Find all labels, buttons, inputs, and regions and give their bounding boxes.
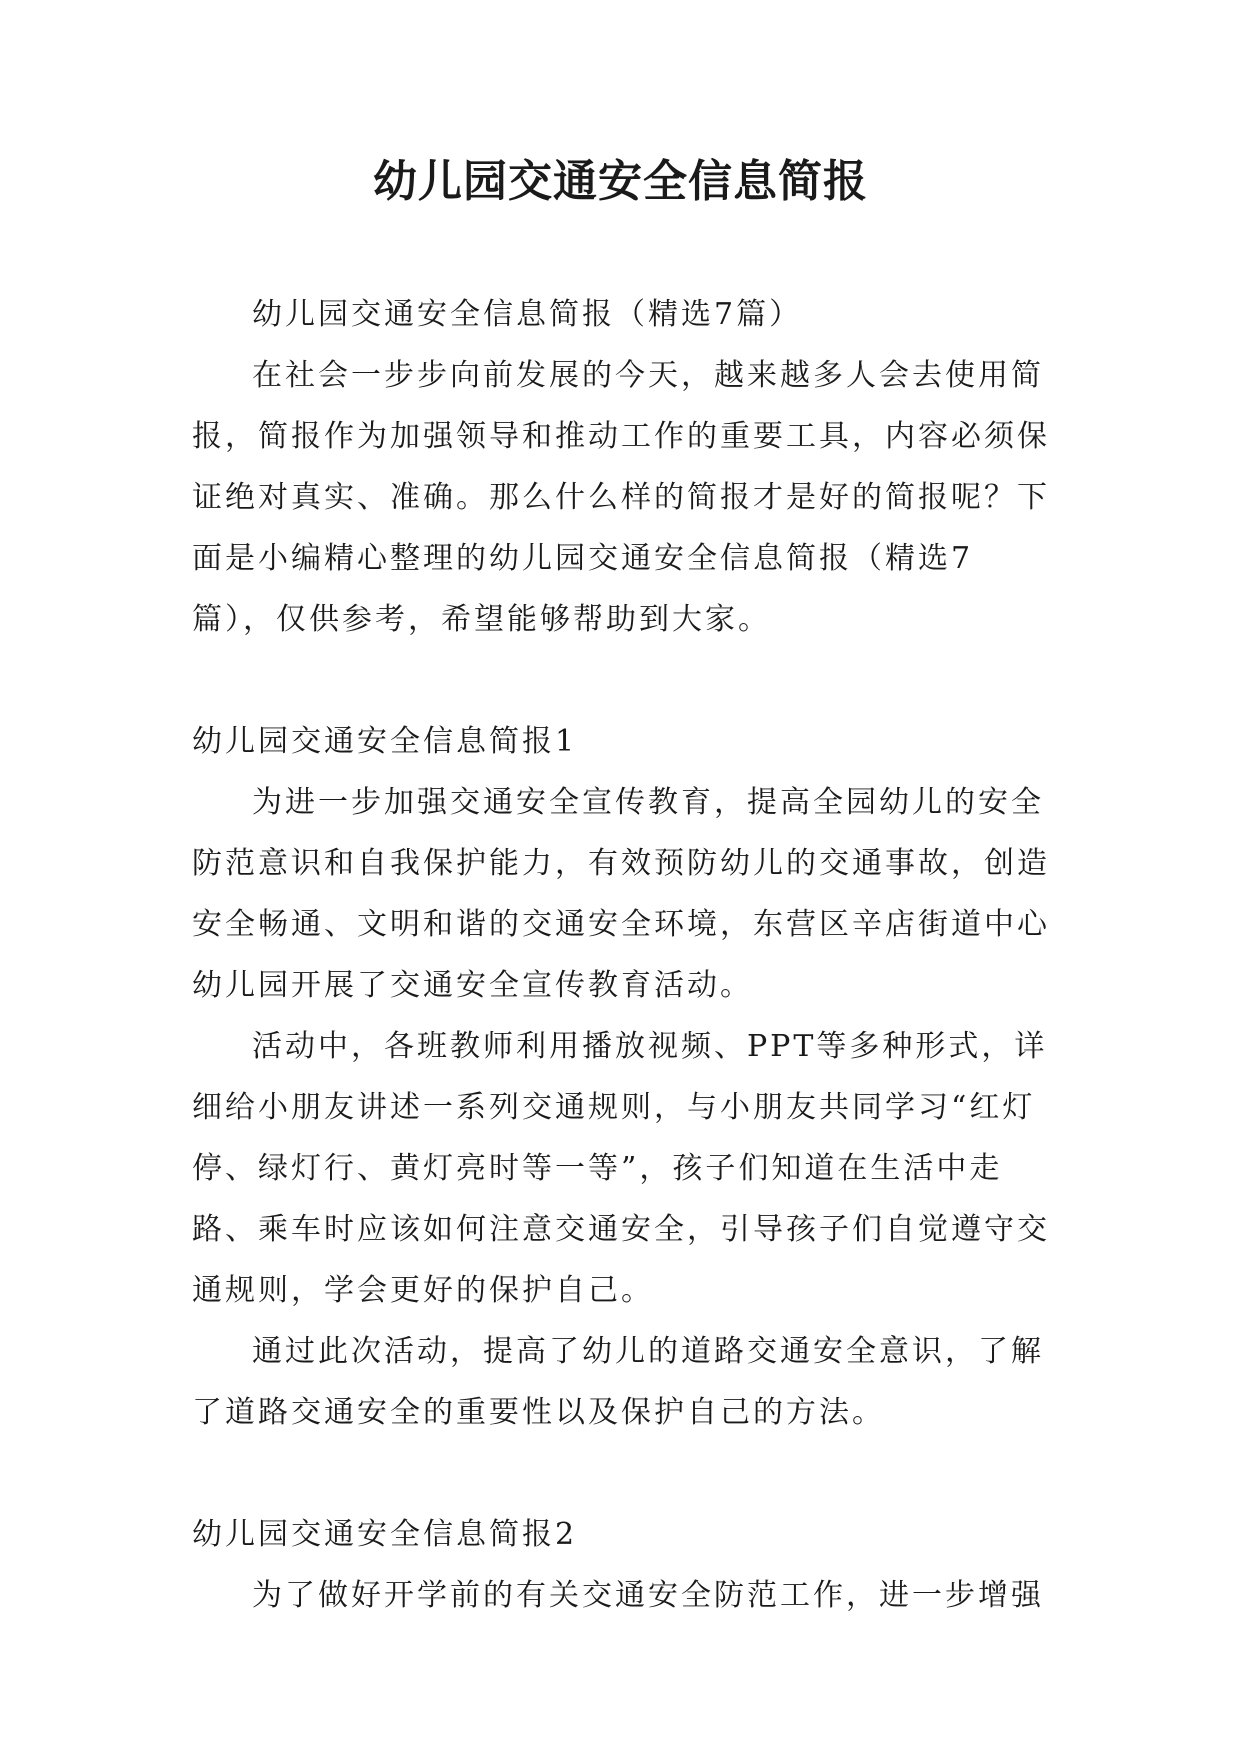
section-heading-2: 幼儿园交通安全信息简报2 xyxy=(192,1517,578,1552)
document-title: 幼儿园交通安全信息简报 xyxy=(373,156,868,207)
section-1-paragraph-1: 为进一步加强交通安全宣传教育，提高全园幼儿的安全防范意识和自我保护能力，有效预防幼儿的交通事故，创造安全畅通、文明和谐的交通安全环境，东营区辛店街道中心幼儿园开展了交通安全宣传教育活动。 xyxy=(192,785,1050,1003)
section-1-paragraph-2: 活动中，各班教师利用播放视频、PPT等多种形式，详细给小朋友讲述一系列交通规则，与小朋友共同学习“红灯停、绿灯行、黄灯亮时等一等”，孩子们知道在生活中走路、乘车时应该如何注意交通安全，引导孩子们自觉遵守交通规则，学会更好的保护自己。 xyxy=(192,1029,1050,1308)
intro-paragraph: 在社会一步步向前发展的今天，越来越多人会去使用简报，简报作为加强领导和推动工作的重要工具，内容必须保证绝对真实、准确。那么什么样的简报才是好的简报呢？下面是小编精心整理的幼儿园交通安全信息简报（精选7篇），仅供参考，希望能够帮助到大家。 xyxy=(192,358,1050,637)
section-heading-1: 幼儿园交通安全信息简报1 xyxy=(192,724,578,759)
section-1-paragraph-3: 通过此次活动，提高了幼儿的道路交通安全意识，了解了道路交通安全的重要性以及保护自己的方法。 xyxy=(192,1334,1044,1430)
section-2-paragraph-1: 为了做好开学前的有关交通安全防范工作，进一步增强 xyxy=(252,1578,1044,1613)
intro-line: 幼儿园交通安全信息简报（精选7篇） xyxy=(252,297,803,332)
document-body xyxy=(192,284,1052,1626)
